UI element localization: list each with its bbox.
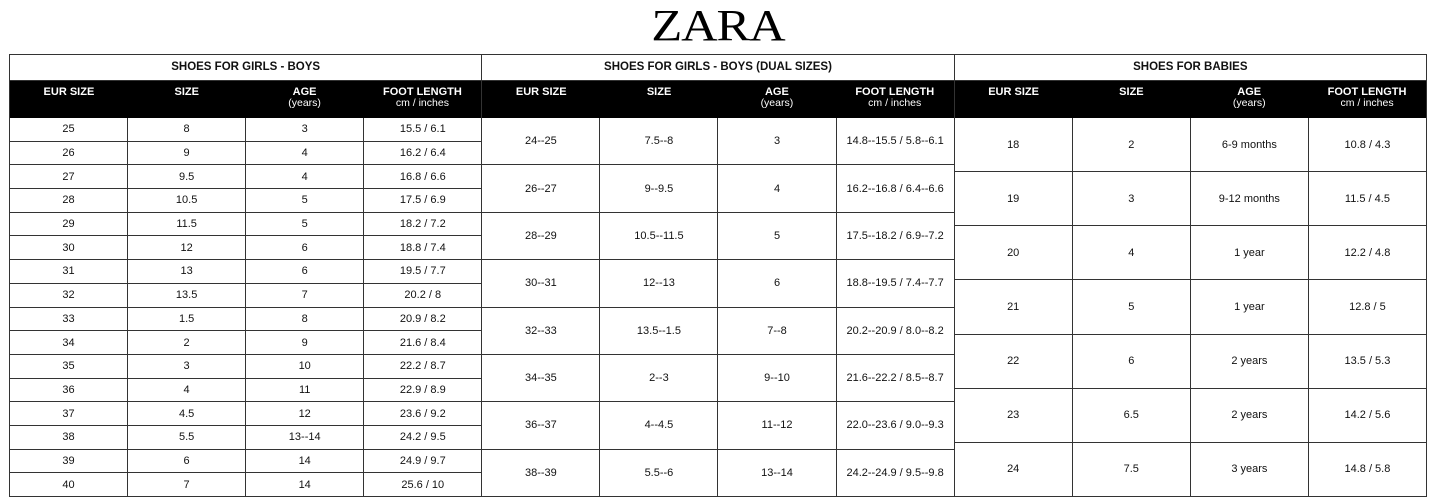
table-header-row bbox=[482, 81, 953, 118]
table-row bbox=[10, 212, 481, 236]
table-cell: 17.5--18.2 / 6.9--7.2 bbox=[836, 213, 954, 259]
table-cell: 9 bbox=[127, 142, 245, 165]
table-cell: 6-9 months bbox=[1190, 118, 1308, 171]
table-cell: 18.2 / 7.2 bbox=[363, 213, 481, 236]
table-row bbox=[482, 449, 953, 496]
table-cell: 18.8--19.5 / 7.4--7.7 bbox=[836, 260, 954, 306]
table-cell: 12.8 / 5 bbox=[1308, 280, 1426, 333]
column-header-title: EUR SIZE bbox=[515, 86, 567, 98]
table-cell: 35 bbox=[62, 360, 75, 373]
table-cell: 7.5--8 bbox=[599, 118, 717, 164]
table-row bbox=[482, 164, 953, 211]
table-cell: 16.2--16.8 / 6.4--6.6 bbox=[836, 165, 954, 211]
table-cell: 1 year bbox=[1190, 280, 1308, 333]
table-cell: 22 bbox=[1007, 355, 1020, 368]
table-row bbox=[955, 279, 1426, 333]
table-cell: 18.8 / 7.4 bbox=[363, 236, 481, 259]
table-cell: 13--14 bbox=[245, 426, 363, 449]
table-cell: 12.2 / 4.8 bbox=[1308, 226, 1426, 279]
table-cell: 4 bbox=[717, 165, 835, 211]
table-cell: 29 bbox=[62, 218, 75, 231]
column-header bbox=[1308, 81, 1426, 118]
table-cell: 24.9 / 9.7 bbox=[363, 450, 481, 473]
table-cell: 4 bbox=[245, 142, 363, 165]
table-row bbox=[955, 118, 1426, 171]
table-header-row bbox=[10, 81, 481, 118]
table-row bbox=[482, 212, 953, 259]
table-cell: 32--33 bbox=[524, 324, 557, 337]
column-header-unit: (years) bbox=[1232, 97, 1266, 109]
table-cell: 22.9 / 8.9 bbox=[363, 379, 481, 402]
table-row bbox=[482, 307, 953, 354]
table-cell: 13.5--1.5 bbox=[599, 308, 717, 354]
table-cell: 7 bbox=[245, 284, 363, 307]
table-row bbox=[10, 164, 481, 188]
table-cell: 17.5 / 6.9 bbox=[363, 189, 481, 212]
table-row bbox=[10, 330, 481, 354]
table-cell: 11.5 / 4.5 bbox=[1308, 172, 1426, 225]
table-cell: 31 bbox=[62, 265, 75, 278]
column-header bbox=[128, 81, 246, 118]
table-cell: 24 bbox=[1007, 463, 1020, 476]
table-cell: 4.5 bbox=[127, 402, 245, 425]
table-cell: 8 bbox=[245, 308, 363, 331]
column-header bbox=[600, 81, 718, 118]
table-cell: 22.0--23.6 / 9.0--9.3 bbox=[836, 402, 954, 448]
table-cell: 21 bbox=[1007, 300, 1020, 313]
table-cell: 1.5 bbox=[127, 308, 245, 331]
table-cell: 20.2--20.9 / 8.0--8.2 bbox=[836, 308, 954, 354]
table-cell: 16.2 / 6.4 bbox=[363, 142, 481, 165]
table-cell: 7.5 bbox=[1072, 443, 1190, 496]
table-cell: 26--27 bbox=[524, 182, 557, 195]
table-cell: 23 bbox=[1007, 409, 1020, 422]
table-cell: 38--39 bbox=[524, 466, 557, 479]
table-cell: 26 bbox=[62, 147, 75, 160]
table-cell: 36--37 bbox=[524, 419, 557, 432]
table-cell: 6 bbox=[127, 450, 245, 473]
table-cell: 30--31 bbox=[524, 277, 557, 290]
table-cell: 25.6 / 10 bbox=[363, 473, 481, 496]
table-cell: 3 bbox=[245, 118, 363, 141]
table-cell: 2 bbox=[127, 331, 245, 354]
table-cell: 37 bbox=[62, 407, 75, 420]
table-cell: 4--4.5 bbox=[599, 402, 717, 448]
table-cell: 12 bbox=[127, 236, 245, 259]
table-row bbox=[10, 141, 481, 165]
table-cell: 4 bbox=[127, 379, 245, 402]
table-cell: 10.5--11.5 bbox=[599, 213, 717, 259]
table-row bbox=[10, 283, 481, 307]
size-table-section bbox=[9, 54, 482, 497]
column-header bbox=[363, 81, 481, 118]
column-header-unit: (years) bbox=[760, 97, 794, 109]
table-cell: 3 years bbox=[1190, 443, 1308, 496]
brand-logo bbox=[0, 0, 1436, 52]
table-cell: 33 bbox=[62, 312, 75, 325]
table-cell: 19 bbox=[1007, 192, 1020, 205]
column-header bbox=[718, 81, 836, 118]
column-header-unit: cm / inches bbox=[395, 97, 449, 109]
table-cell: 19.5 / 7.7 bbox=[363, 260, 481, 283]
table-cell: 20 bbox=[1007, 246, 1020, 259]
table-cell: 5 bbox=[1072, 280, 1190, 333]
table-cell: 24.2 / 9.5 bbox=[363, 426, 481, 449]
column-header bbox=[955, 81, 1073, 118]
table-cell: 32 bbox=[62, 289, 75, 302]
table-cell: 13--14 bbox=[717, 450, 835, 496]
table-cell: 10.5 bbox=[127, 189, 245, 212]
column-header-title: FOOT LENGTH bbox=[855, 86, 935, 98]
table-cell: 34 bbox=[62, 336, 75, 349]
table-cell: 5.5 bbox=[127, 426, 245, 449]
column-header-title: AGE bbox=[292, 86, 317, 98]
table-cell: 2--3 bbox=[599, 355, 717, 401]
table-cell: 12--13 bbox=[599, 260, 717, 306]
table-row bbox=[482, 401, 953, 448]
table-cell: 10.8 / 4.3 bbox=[1308, 118, 1426, 171]
table-cell: 1 year bbox=[1190, 226, 1308, 279]
column-header-unit: cm / inches bbox=[868, 97, 922, 109]
table-header-row bbox=[955, 81, 1426, 118]
table-cell: 4 bbox=[1072, 226, 1190, 279]
table-cell: 6 bbox=[717, 260, 835, 306]
column-header-title: FOOT LENGTH bbox=[382, 86, 462, 98]
table-cell: 22.2 / 8.7 bbox=[363, 355, 481, 378]
table-row bbox=[482, 259, 953, 306]
table-cell: 3 bbox=[717, 118, 835, 164]
table-cell: 8 bbox=[127, 118, 245, 141]
column-header-title: FOOT LENGTH bbox=[1327, 86, 1407, 98]
table-cell: 5 bbox=[245, 189, 363, 212]
table-cell: 9--9.5 bbox=[599, 165, 717, 211]
column-header-title: AGE bbox=[764, 86, 789, 98]
table-cell: 9-12 months bbox=[1190, 172, 1308, 225]
table-cell: 28 bbox=[62, 194, 75, 207]
table-cell: 12 bbox=[245, 402, 363, 425]
column-header-title: AGE bbox=[1237, 86, 1262, 98]
column-header-title: SIZE bbox=[1119, 86, 1144, 98]
column-header bbox=[1190, 81, 1308, 118]
table-row bbox=[10, 259, 481, 283]
table-cell: 18 bbox=[1007, 138, 1020, 151]
table-body bbox=[482, 118, 953, 496]
column-header-unit: cm / inches bbox=[1340, 97, 1394, 109]
table-cell: 11 bbox=[245, 379, 363, 402]
table-cell: 24--25 bbox=[524, 135, 557, 148]
column-header-title: EUR SIZE bbox=[43, 86, 95, 98]
table-cell: 14.8--15.5 / 5.8--6.1 bbox=[836, 118, 954, 164]
table-cell: 14 bbox=[245, 450, 363, 473]
table-cell: 6.5 bbox=[1072, 389, 1190, 442]
table-cell: 14 bbox=[245, 473, 363, 496]
table-row bbox=[10, 354, 481, 378]
table-cell: 38 bbox=[62, 431, 75, 444]
table-cell: 2 years bbox=[1190, 389, 1308, 442]
table-cell: 27 bbox=[62, 170, 75, 183]
table-cell: 9.5 bbox=[127, 165, 245, 188]
table-cell: 5 bbox=[717, 213, 835, 259]
table-cell: 7 bbox=[127, 473, 245, 496]
table-cell: 14.8 / 5.8 bbox=[1308, 443, 1426, 496]
table-cell: 9 bbox=[245, 331, 363, 354]
table-cell: 9--10 bbox=[717, 355, 835, 401]
section-title: SHOES FOR BABIES bbox=[955, 55, 1426, 81]
table-cell: 36 bbox=[62, 383, 75, 396]
table-cell: 10 bbox=[245, 355, 363, 378]
table-row bbox=[955, 388, 1426, 442]
section-title: SHOES FOR GIRLS - BOYS (DUAL SIZES) bbox=[482, 55, 953, 81]
table-cell: 6 bbox=[245, 260, 363, 283]
table-row bbox=[10, 188, 481, 212]
table-cell: 11--12 bbox=[717, 402, 835, 448]
column-header bbox=[1072, 81, 1190, 118]
table-cell: 13.5 / 5.3 bbox=[1308, 335, 1426, 388]
table-row bbox=[482, 118, 953, 164]
table-cell: 20.2 / 8 bbox=[363, 284, 481, 307]
table-row bbox=[482, 354, 953, 401]
table-cell: 2 years bbox=[1190, 335, 1308, 388]
table-cell: 23.6 / 9.2 bbox=[363, 402, 481, 425]
table-cell: 20.9 / 8.2 bbox=[363, 308, 481, 331]
table-row bbox=[955, 334, 1426, 388]
table-cell: 21.6--22.2 / 8.5--8.7 bbox=[836, 355, 954, 401]
table-row bbox=[10, 449, 481, 473]
table-cell: 28--29 bbox=[524, 229, 557, 242]
table-row bbox=[10, 118, 481, 141]
table-cell: 39 bbox=[62, 454, 75, 467]
table-row bbox=[955, 442, 1426, 496]
table-cell: 5.5--6 bbox=[599, 450, 717, 496]
table-cell: 11.5 bbox=[127, 213, 245, 236]
table-row bbox=[955, 171, 1426, 225]
table-cell: 21.6 / 8.4 bbox=[363, 331, 481, 354]
table-cell: 14.2 / 5.6 bbox=[1308, 389, 1426, 442]
column-header-unit: (years) bbox=[288, 97, 321, 109]
table-cell: 2 bbox=[1072, 118, 1190, 171]
column-header bbox=[482, 81, 600, 118]
size-table-section bbox=[955, 54, 1427, 497]
table-cell: 40 bbox=[62, 478, 75, 491]
table-cell: 13.5 bbox=[127, 284, 245, 307]
table-body bbox=[10, 118, 481, 496]
table-row bbox=[10, 472, 481, 496]
table-row bbox=[10, 307, 481, 331]
size-table-section bbox=[482, 54, 954, 497]
table-cell: 6 bbox=[1072, 335, 1190, 388]
table-row bbox=[10, 401, 481, 425]
table-body bbox=[955, 118, 1426, 496]
table-row bbox=[955, 225, 1426, 279]
column-header bbox=[10, 81, 128, 118]
column-header-title: SIZE bbox=[174, 86, 199, 98]
table-cell: 3 bbox=[1072, 172, 1190, 225]
section-title: SHOES FOR GIRLS - BOYS bbox=[10, 55, 481, 81]
table-cell: 24.2--24.9 / 9.5--9.8 bbox=[836, 450, 954, 496]
table-cell: 5 bbox=[245, 213, 363, 236]
size-guide-tables bbox=[9, 54, 1427, 497]
table-cell: 15.5 / 6.1 bbox=[363, 118, 481, 141]
table-cell: 16.8 / 6.6 bbox=[363, 165, 481, 188]
table-cell: 30 bbox=[62, 241, 75, 254]
table-cell: 6 bbox=[245, 236, 363, 259]
column-header-title: EUR SIZE bbox=[988, 86, 1039, 98]
column-header bbox=[246, 81, 364, 118]
table-cell: 3 bbox=[127, 355, 245, 378]
brand-logo-text: ZARA bbox=[651, 1, 785, 50]
table-cell: 25 bbox=[62, 123, 75, 136]
table-cell: 7--8 bbox=[717, 308, 835, 354]
table-cell: 13 bbox=[127, 260, 245, 283]
table-cell: 4 bbox=[245, 165, 363, 188]
column-header bbox=[836, 81, 954, 118]
table-row bbox=[10, 378, 481, 402]
table-row bbox=[10, 235, 481, 259]
column-header-title: SIZE bbox=[646, 86, 672, 98]
table-cell: 34--35 bbox=[524, 372, 557, 385]
table-row bbox=[10, 425, 481, 449]
